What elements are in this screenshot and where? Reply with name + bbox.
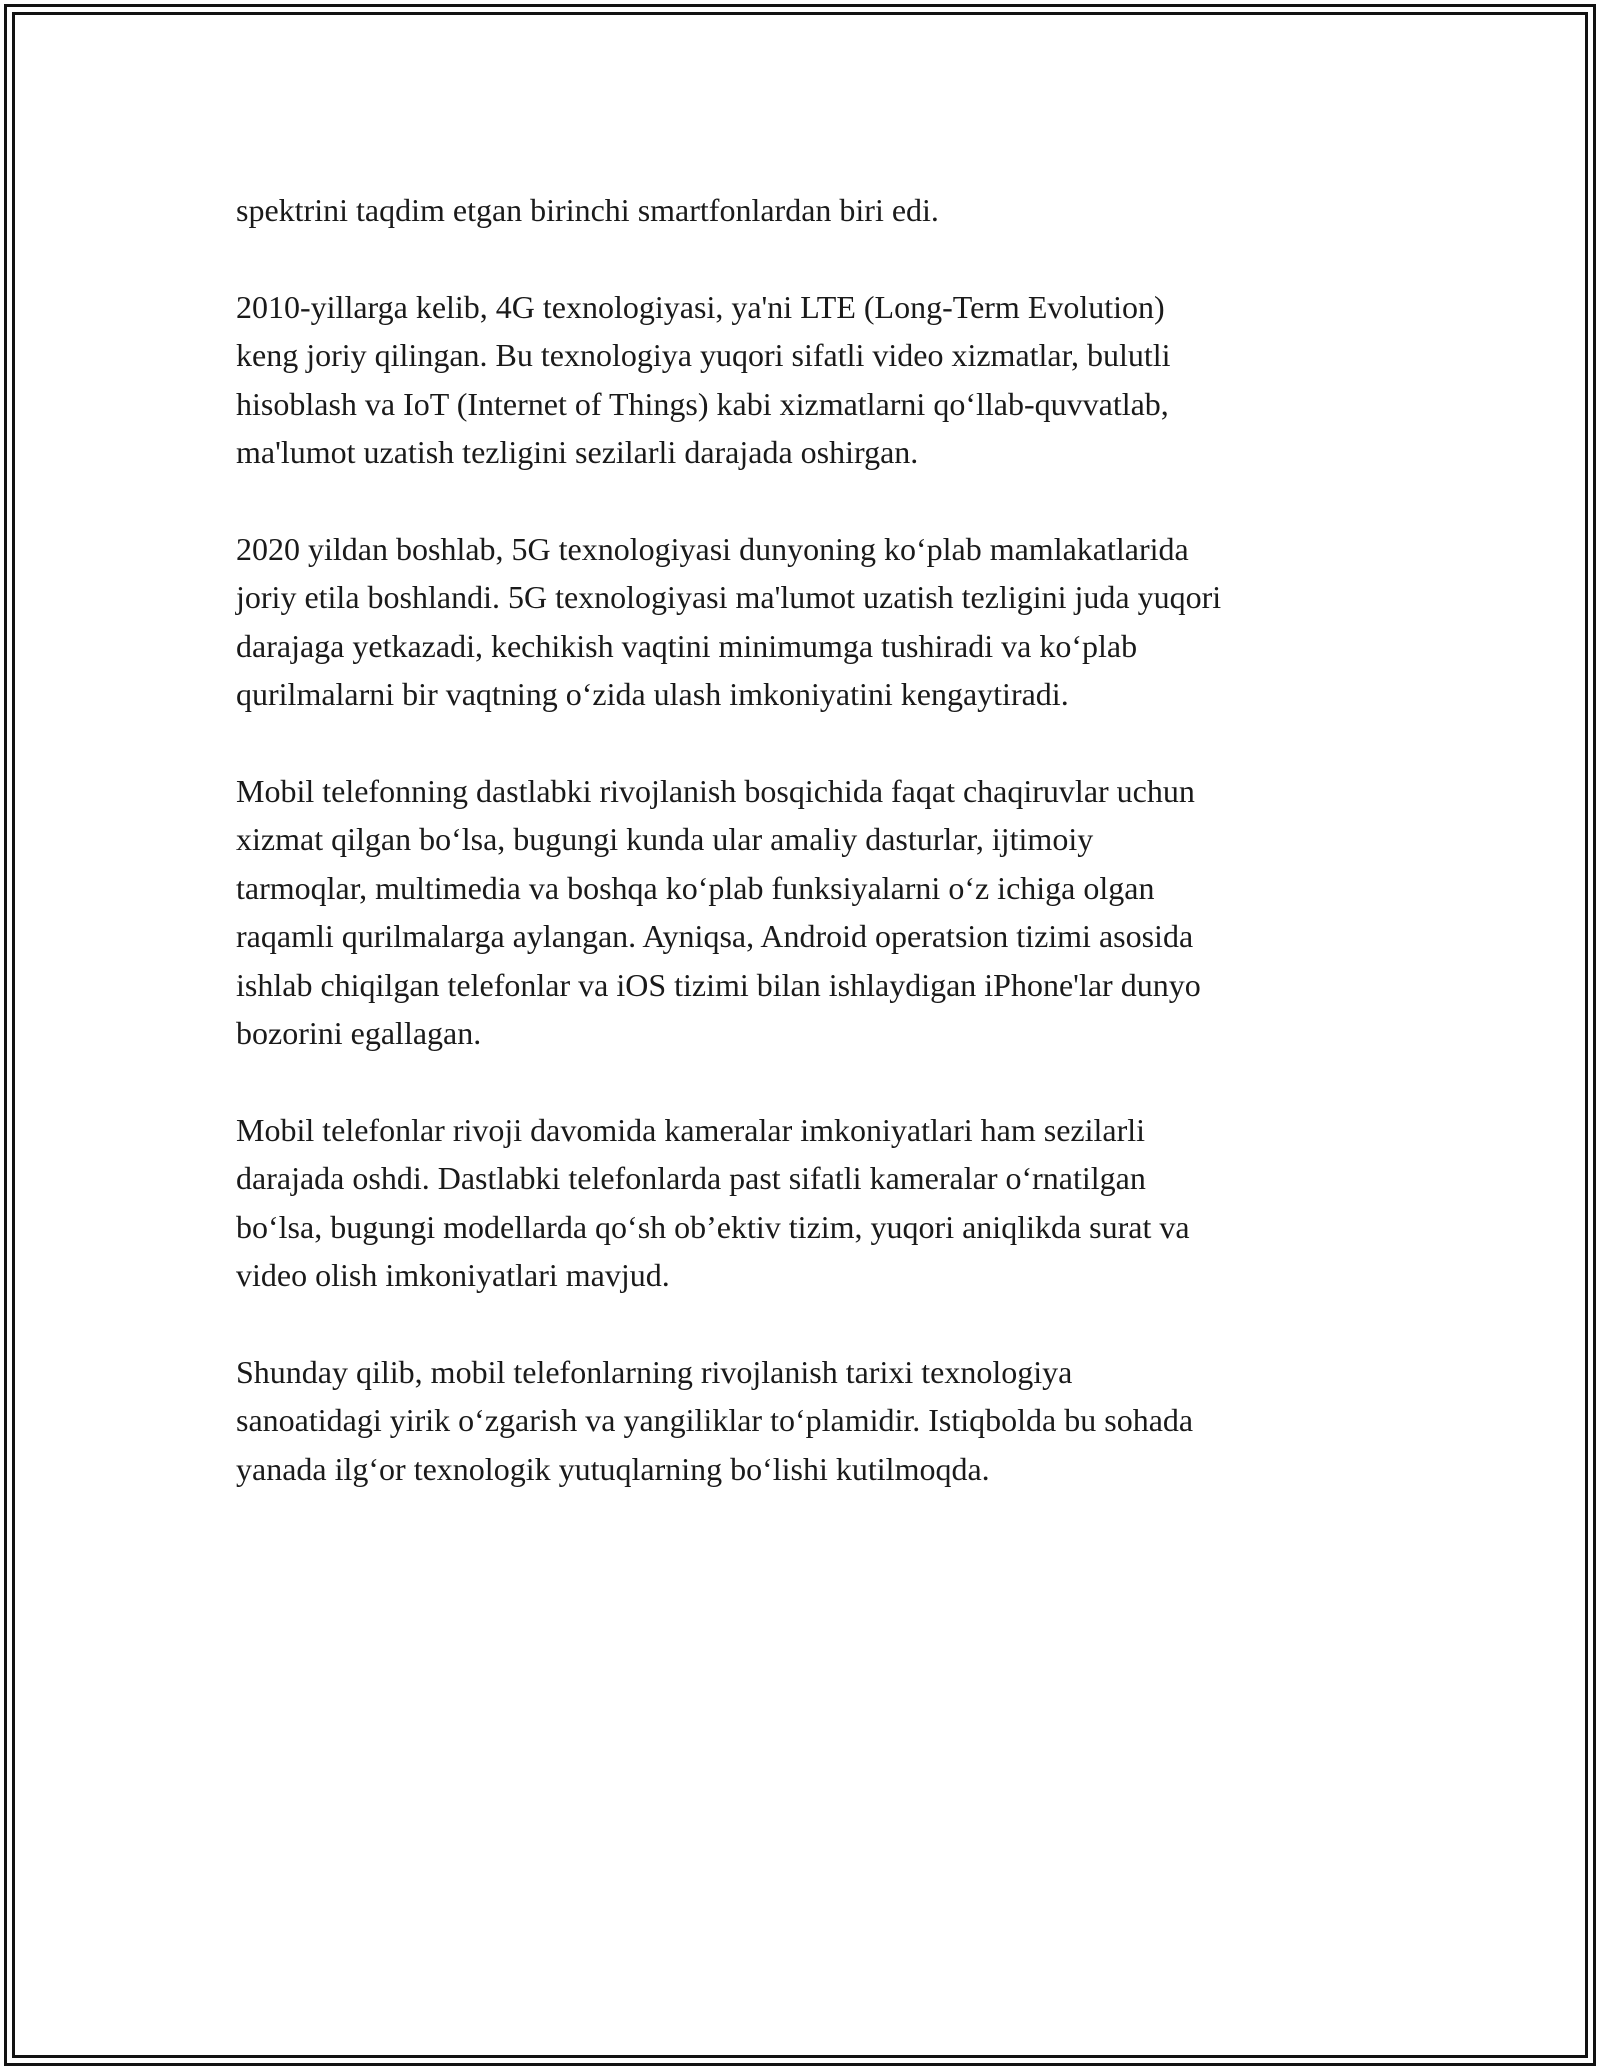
paragraph-2: 2010-yillarga kelib, 4G texnologiyasi, ya'ni LTE (Long-Term Evolution) keng joriy qilingan. Bu texnologiya yuqori sifatli video xizmatlar, bulutli hisoblash va IoT (Internet of Things) kabi xizmatlarni qo‘llab-quvvatlab, ma'lumot uzatish tezligini sezilarli darajada oshirgan. (236, 288, 1171, 470)
paragraph-5: Mobil telefonlar rivoji davomida kameralar imkoniyatlari ham sezilarli darajada oshdi. Dastlabki telefonlarda past sifatli kameralar o‘rnatilgan bo‘lsa, bugungi modellarda qo‘sh ob’ektiv tizim, yuqori aniqlikda surat va video olish imkoniyatlari mavjud. (236, 1111, 1190, 1293)
paragraph-6: Shunday qilib, mobil telefonlarning rivojlanish tarixi texnologiya sanoatidagi yirik o‘zgarish va yangiliklar to‘plamidir. Istiqbolda bu sohada yanada ilg‘or texnologik yutuqlarning bo‘lishi kutilmoqda. (236, 1353, 1194, 1487)
paragraph-4: Mobil telefonning dastlabki rivojlanish bosqichida faqat chaqiruvlar uchun xizmat qilgan bo‘lsa, bugungi kunda ular amaliy dasturlar, ijtimoiy tarmoqlar, multimedia va boshqa ko‘plab funksiyalarni o‘z ichiga olgan raqamli qurilmalarga aylangan. Ayniqsa, Android operatsion tizimi asosida ishlab chiqilgan telefonlar va iOS tizimi bilan ishlaydigan iPhone'lar dunyo bozorini egallagan. (236, 772, 1201, 1051)
document-body (236, 186, 1366, 1541)
paragraph-3: 2020 yildan boshlab, 5G texnologiyasi dunyoning ko‘plab mamlakatlarida joriy etila boshlandi. 5G texnologiyasi ma'lumot uzatish tezligini juda yuqori darajaga yetkazadi, kechikish vaqtini minimumga tushiradi va ko‘plab qurilmalarni bir vaqtning o‘zida ulash imkoniyatini kengaytiradi. (236, 530, 1222, 712)
paragraph-1: spektrini taqdim etgan birinchi smartfonlardan biri edi. (236, 192, 939, 228)
